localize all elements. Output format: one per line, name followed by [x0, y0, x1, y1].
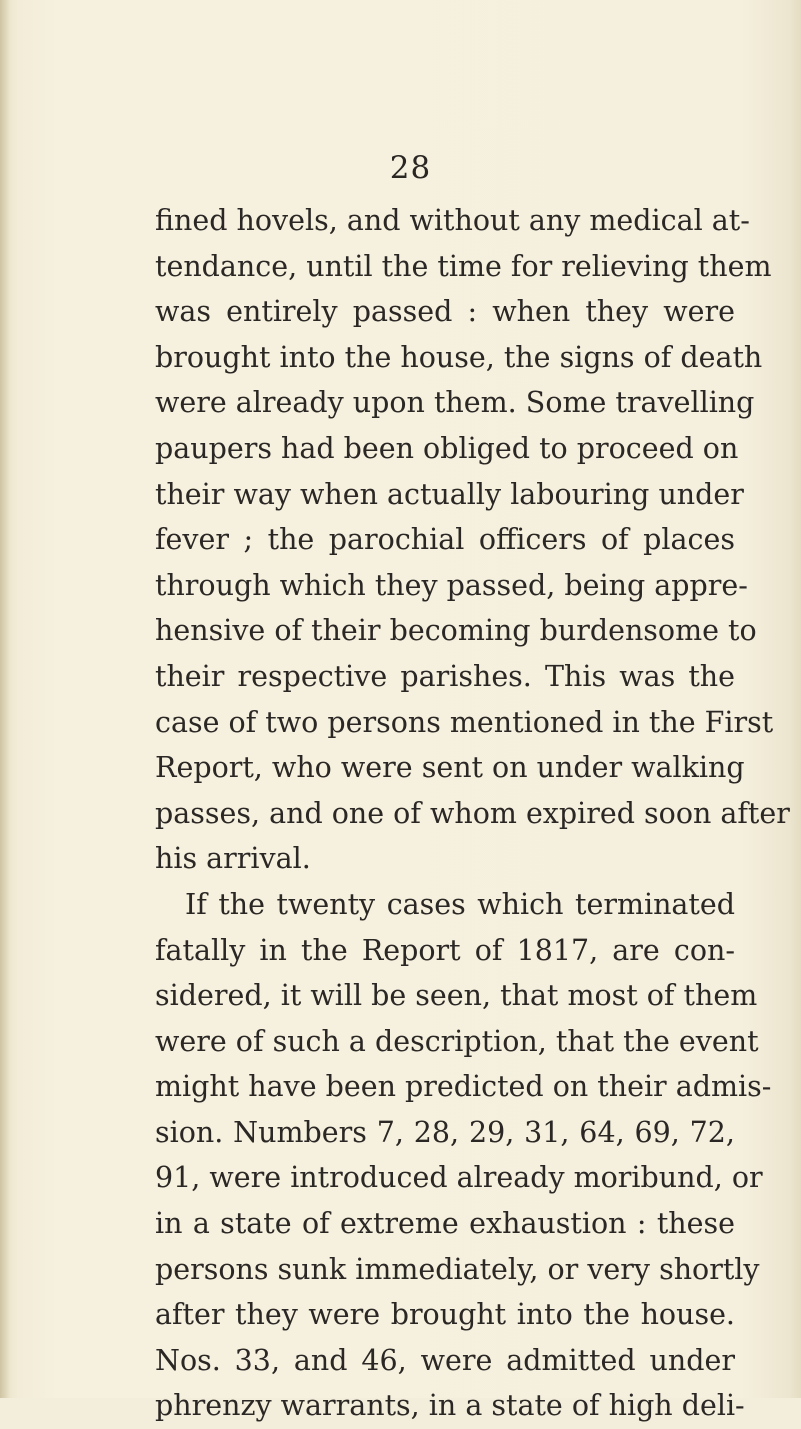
text-line: brought into the house, the signs of death	[155, 340, 763, 374]
text-line: their respective parishes. This was the	[155, 659, 735, 693]
text-line: tendance, until the time for relieving them	[155, 249, 772, 283]
text-line: after they were brought into the house.	[155, 1298, 735, 1332]
page-gutter-shadow	[0, 0, 10, 1398]
text-line: their way when actually labouring under	[155, 477, 744, 511]
text-line: persons sunk immediately, or very shortly	[155, 1252, 760, 1286]
text-line: 91, were introduced already moribund, or	[155, 1161, 763, 1195]
text-line: fined hovels, and without any medical at-	[155, 204, 750, 237]
text-line: were of such a description, that the event	[155, 1024, 759, 1058]
text-line: paupers had been obliged to proceed on	[155, 431, 739, 465]
text-line: sion. Numbers 7, 28, 29, 31, 64, 69, 72,	[155, 1115, 735, 1149]
text-line: were already upon them. Some travelling	[155, 386, 755, 420]
text-line: his arrival.	[155, 842, 311, 876]
text-line: might have been predicted on their admis-	[155, 1070, 772, 1104]
body-text	[155, 198, 790, 1429]
text-line: in a state of extreme exhaustion : these	[155, 1207, 735, 1241]
text-line: fatally in the Report of 1817, are con-	[155, 933, 735, 967]
text-line: sidered, it will be seen, that most of them	[155, 979, 758, 1013]
text-line: through which they passed, being appre-	[155, 568, 748, 602]
text-line: was entirely passed : when they were	[155, 295, 735, 329]
text-line: passes, and one of whom expired soon after	[155, 796, 790, 830]
text-line: hensive of their becoming burdensome to	[155, 614, 757, 648]
page-number: 28	[389, 150, 432, 186]
text-line: fever ; the parochial officers of places	[155, 523, 735, 557]
text-line: case of two persons mentioned in the First	[155, 705, 774, 739]
text-line: Report, who were sent on under walking	[155, 751, 745, 785]
text-line: phrenzy warrants, in a state of high deli-	[155, 1389, 745, 1423]
text-line: If the twenty cases which terminated	[185, 887, 735, 921]
text-line: Nos. 33, and 46, were admitted under	[155, 1343, 735, 1377]
